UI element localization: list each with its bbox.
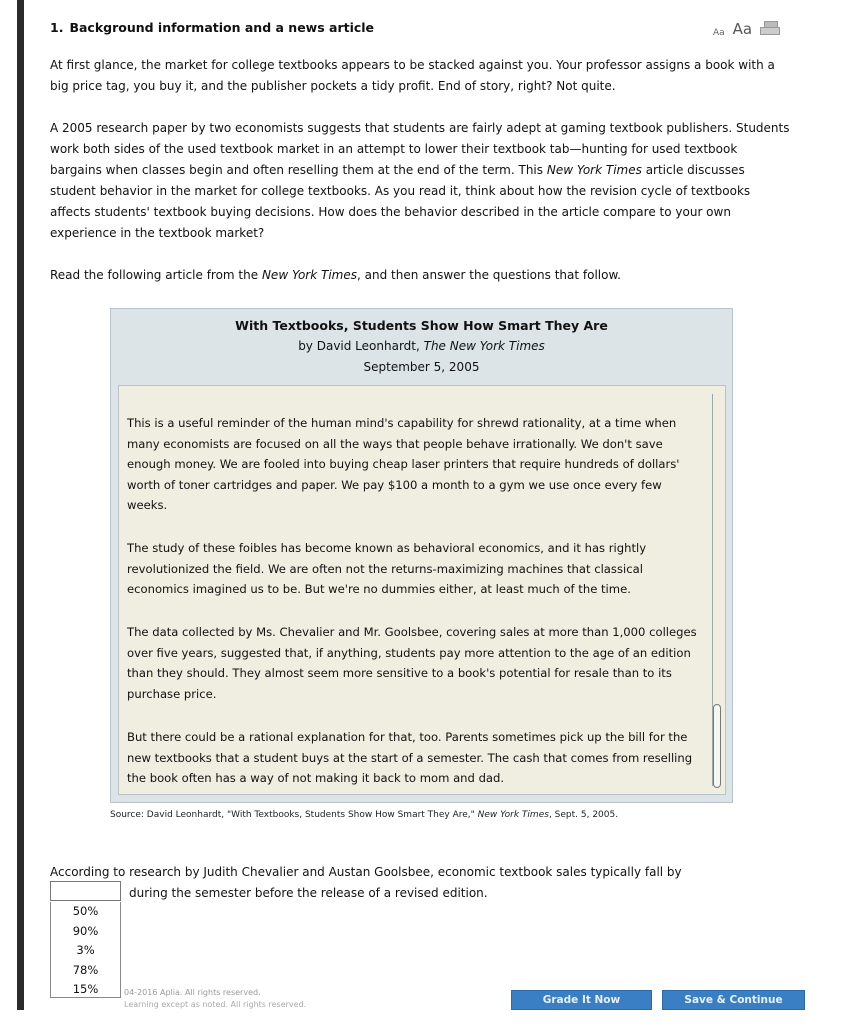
dropdown-option[interactable]: 50%	[72, 904, 99, 918]
article-paragraph: But there could be a rational explanation for that, too. Parents sometimes pick up the bill for the new textbooks that a student buys at the start of a semester. The cash that comes from reselling the book often has a way of not making it back to mom and dad.	[127, 730, 693, 786]
section-title	[50, 20, 374, 35]
dropdown-options	[50, 902, 121, 998]
text-tools	[713, 18, 780, 38]
article-header	[111, 309, 732, 378]
question-text: According to research by Judith Chevalier and Austan Goolsbee, economic textbook sales typically fall by	[50, 865, 682, 879]
font-size-large-button[interactable]: Aa	[732, 20, 753, 38]
article-headline: With Textbooks, Students Show How Smart They Are	[235, 318, 608, 333]
scrollbar-thumb[interactable]	[713, 704, 721, 788]
intro-paragraph-3: Read the following article from the New York Times, and then answer the questions that follow.	[50, 268, 621, 282]
article-date: September 5, 2005	[363, 360, 480, 374]
article-panel	[110, 308, 733, 803]
dropdown-option[interactable]: 15%	[72, 982, 99, 996]
article-paragraph: The study of these foibles has become known as behavioral economics, and it has rightly revolutionized the field. We are often not the returns-maximizing machines that classical economics imagined us to be. But we're no dummies either, at least much of the time.	[127, 541, 647, 597]
dropdown-option[interactable]: 90%	[72, 923, 99, 938]
copyright-text: 04-2016 Aplia. All rights reserved.	[124, 988, 261, 997]
dropdown-option[interactable]: 3%	[76, 943, 95, 957]
left-border	[17, 0, 24, 1010]
question-text-continued: during the semester before the release of a revised edition.	[129, 886, 488, 900]
printer-icon[interactable]	[760, 20, 780, 38]
intro-paragraph-1: At first glance, the market for college textbooks appears to be stacked against you. Your professor assigns a book with a big price tag, you buy it, and the publisher pockets a tidy profit. End of story, right? Not quite.	[50, 58, 775, 93]
dropdown-option[interactable]: 78%	[72, 962, 99, 977]
grade-it-now-button[interactable]: Grade It Now	[511, 990, 652, 1010]
section-number: 1.	[50, 20, 64, 35]
article-paragraph: This is a useful reminder of the human mind's capability for shrewd rationality, at a time when many economists are focused on all the ways that people behave irrationally. We don't save enough money. We are fooled into buying cheap laser printers that require hundreds of dollars' worth of toner cartridges and paper. We pay $100 a month to a gym we use once every few weeks.	[127, 416, 680, 513]
article-paragraph: The data collected by Ms. Chevalier and Mr. Goolsbee, covering sales at more than 1,000 colleges over five years, suggested that, if anything, students pay more attention to the age of an edition than they should. They almost seem more sensitive to a book's potential for resale than to its purchase price.	[127, 625, 697, 701]
copyright-text-2: Learning except as noted. All rights reserved.	[124, 1000, 307, 1009]
section-title-text: Background information and a news article	[69, 20, 375, 35]
article-byline: by David Leonhardt, The New York Times	[298, 339, 545, 353]
article-source: Source: David Leonhardt, "With Textbooks, Students Show How Smart They Are," New York Times, Sept. 5, 2005.	[110, 810, 619, 820]
intro-paragraph-2: A 2005 research paper by two economists suggests that students are fairly adept at gaming textbook publishers. Students work both sides of the used textbook market in an attempt to lower their textbook tab—hunting for used textbook bargains when classes begin and often reselling them at the end of the term. This New York Times article discusses student behavior in the market for college textbooks. As you read it, think about how the revision cycle of textbooks affects students' textbook buying decisions. How does the behavior described in the article compare to your own experience in the textbook market?	[50, 121, 790, 240]
font-size-small-button[interactable]: Aa	[713, 28, 725, 38]
answer-dropdown[interactable]	[50, 881, 121, 901]
article-body-scrollable[interactable]	[118, 385, 726, 795]
save-continue-button[interactable]: Save & Continue	[662, 990, 805, 1010]
